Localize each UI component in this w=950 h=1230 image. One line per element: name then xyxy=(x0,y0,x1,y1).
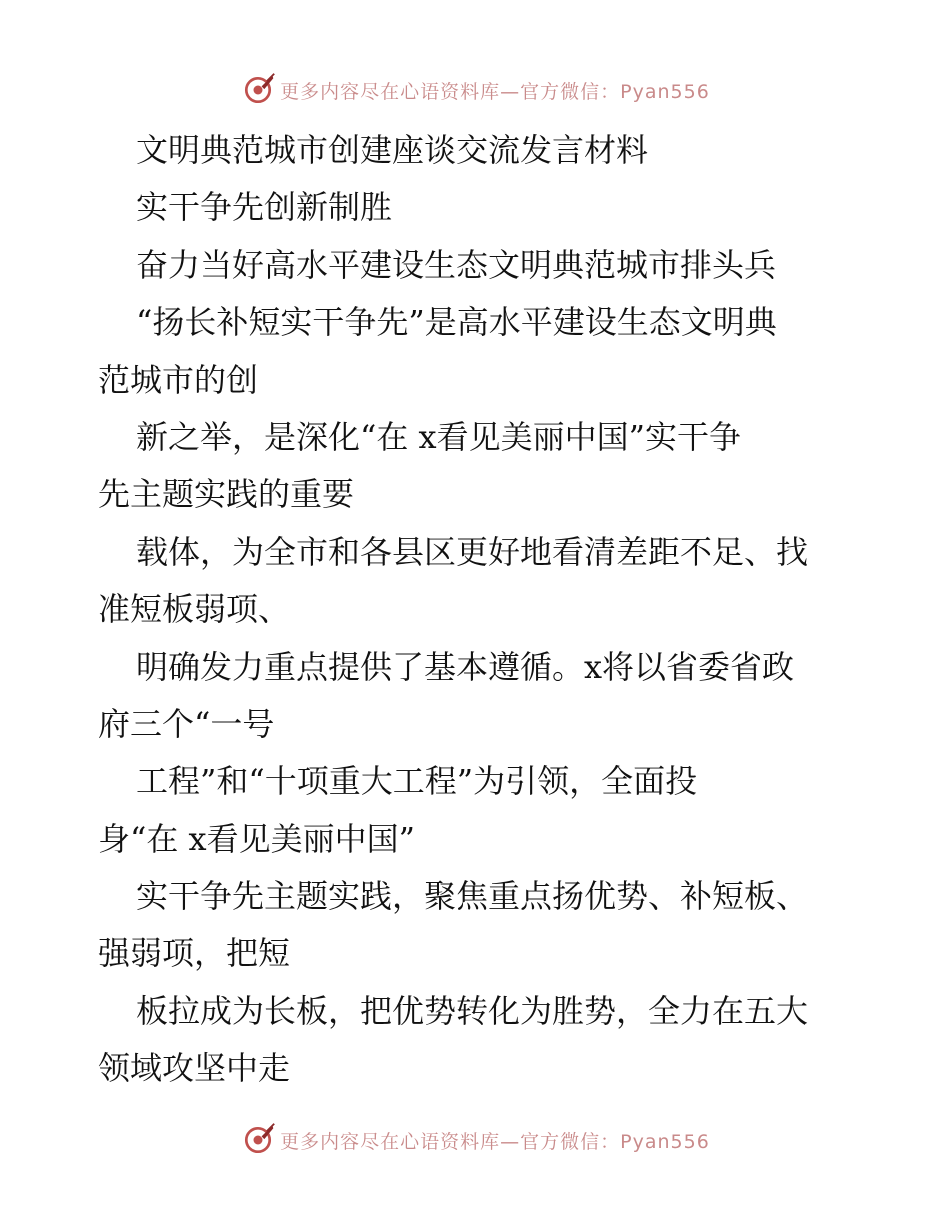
document-title: 文明典范城市创建座谈交流发言材料 xyxy=(136,131,649,169)
watermark-text: 更多内容尽在心语资料库—官方微信：Pyan556 xyxy=(280,80,710,103)
text-line: 实干争先主题实践，聚焦重点扬优势、补短板、 xyxy=(136,877,809,916)
quill-logo-icon xyxy=(240,72,276,108)
text-line: 强弱项，把短 xyxy=(98,934,291,973)
quill-logo-icon xyxy=(240,1122,276,1158)
text-line: 准短板弱项、 xyxy=(98,590,291,629)
text-line: 范城市的创 xyxy=(98,360,259,399)
text-line: 明确发力重点提供了基本遵循。x将以省委省政 xyxy=(136,647,795,686)
document-subtitle: 实干争先创新制胜 xyxy=(136,188,393,227)
text-line: 领域攻坚中走 xyxy=(98,1049,291,1088)
text-line: 载体，为全市和各县区更好地看清差距不足、找 xyxy=(136,532,809,571)
document-body xyxy=(98,122,858,1098)
watermark-header xyxy=(0,70,950,110)
text-line: “扬长补短实干争先”是高水平建设生态文明典 xyxy=(136,303,777,342)
text-line: 板拉成为长板，把优势转化为胜势，全力在五大 xyxy=(136,991,809,1030)
watermark-footer xyxy=(0,1120,950,1160)
text-line: 府三个“一号 xyxy=(98,704,275,743)
text-line: 工程”和“十项重大工程”为引领，全面投 xyxy=(136,762,698,801)
text-line: 先主题实践的重要 xyxy=(98,475,355,514)
document-heading: 奋力当好高水平建设生态文明典范城市排头兵 xyxy=(136,245,777,284)
text-line: 新之举，是深化“在 x看见美丽中国”实干争 xyxy=(136,417,741,456)
text-line: 身“在 x看见美丽中国” xyxy=(98,819,415,858)
watermark-text: 更多内容尽在心语资料库—官方微信：Pyan556 xyxy=(280,1130,710,1153)
